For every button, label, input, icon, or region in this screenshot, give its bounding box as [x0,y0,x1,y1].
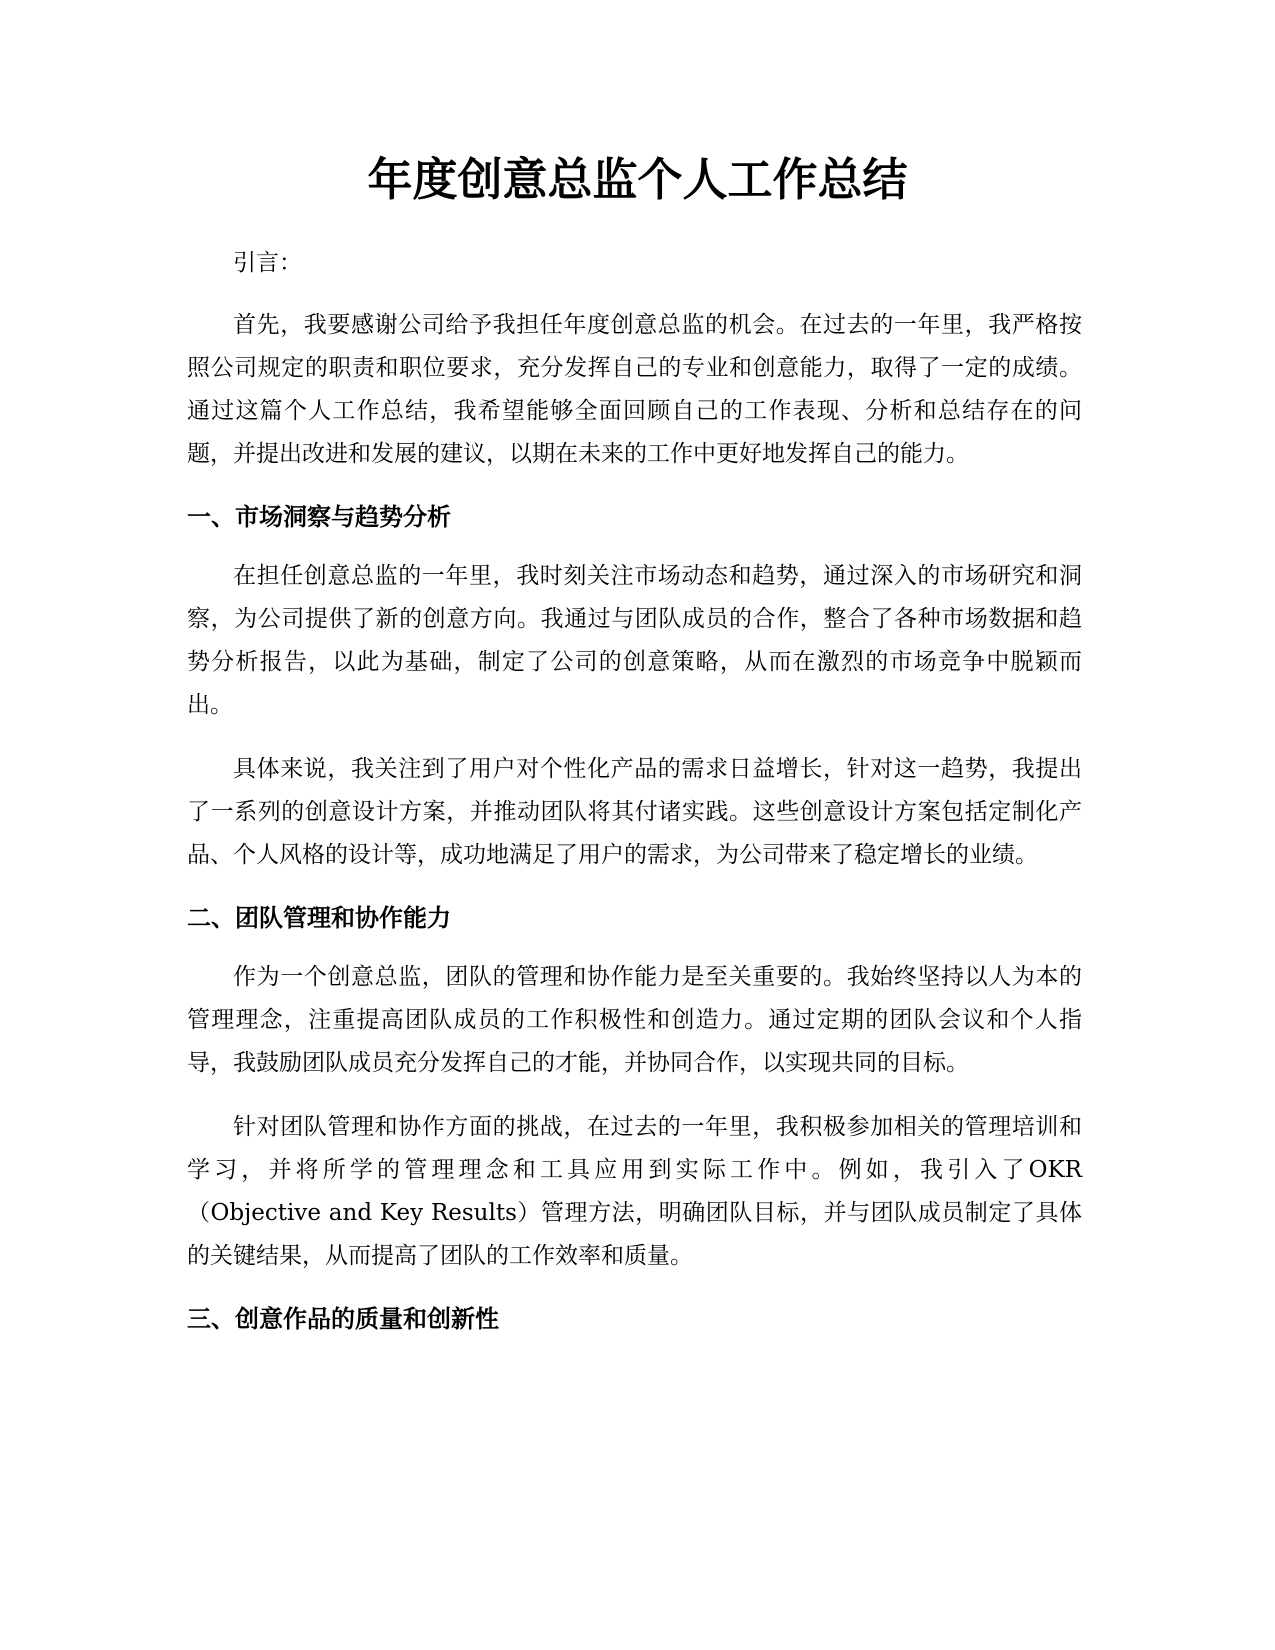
document-title: 年度创意总监个人工作总结 [367,153,908,206]
intro-paragraph: 首先，我要感谢公司给予我担任年度创意总监的机会。在过去的一年里，我严格按照公司规定的职责和职位要求，充分发挥自己的专业和创意能力，取得了一定的成绩。通过这篇个人工作总结，我希望能够全面回顾自己的工作表现、分析和总结存在的问题，并提出改进和发展的建议，以期在未来的工作中更好地发挥自己的能力。 [187,312,1082,467]
section-1-paragraph-1: 在担任创意总监的一年里，我时刻关注市场动态和趋势，通过深入的市场研究和洞察，为公司提供了新的创意方向。我通过与团队成员的合作，整合了各种市场数据和趋势分析报告，以此为基础，制定了公司的创意策略，从而在激烈的市场竞争中脱颖而出。 [187,563,1082,718]
section-1-heading: 一、市场洞察与趋势分析 [187,503,451,531]
document-body [187,242,1082,1357]
section-1-paragraph-2: 具体来说，我关注到了用户对个性化产品的需求日益增长，针对这一趋势，我提出了一系列的创意设计方案，并推动团队将其付诸实践。这些创意设计方案包括定制化产品、个人风格的设计等，成功地满足了用户的需求，为公司带来了稳定增长的业绩。 [187,756,1082,868]
section-2-paragraph-2: 针对团队管理和协作方面的挑战，在过去的一年里，我积极参加相关的管理培训和学习，并将所学的管理理念和工具应用到实际工作中。例如，我引入了OKR（Objective and Key Results）管理方法，明确团队目标，并与团队成员制定了具体的关键结果，从而提高了团队的工作效率和质量。 [187,1114,1082,1269]
section-3-heading: 三、创意作品的质量和创新性 [187,1305,499,1333]
intro-label: 引言： [233,250,302,276]
section-2-heading: 二、团队管理和协作能力 [187,904,451,932]
section-2-paragraph-1: 作为一个创意总监，团队的管理和协作能力是至关重要的。我始终坚持以人为本的管理理念，注重提高团队成员的工作积极性和创造力。通过定期的团队会议和个人指导，我鼓励团队成员充分发挥自己的才能，并协同合作，以实现共同的目标。 [187,964,1082,1076]
